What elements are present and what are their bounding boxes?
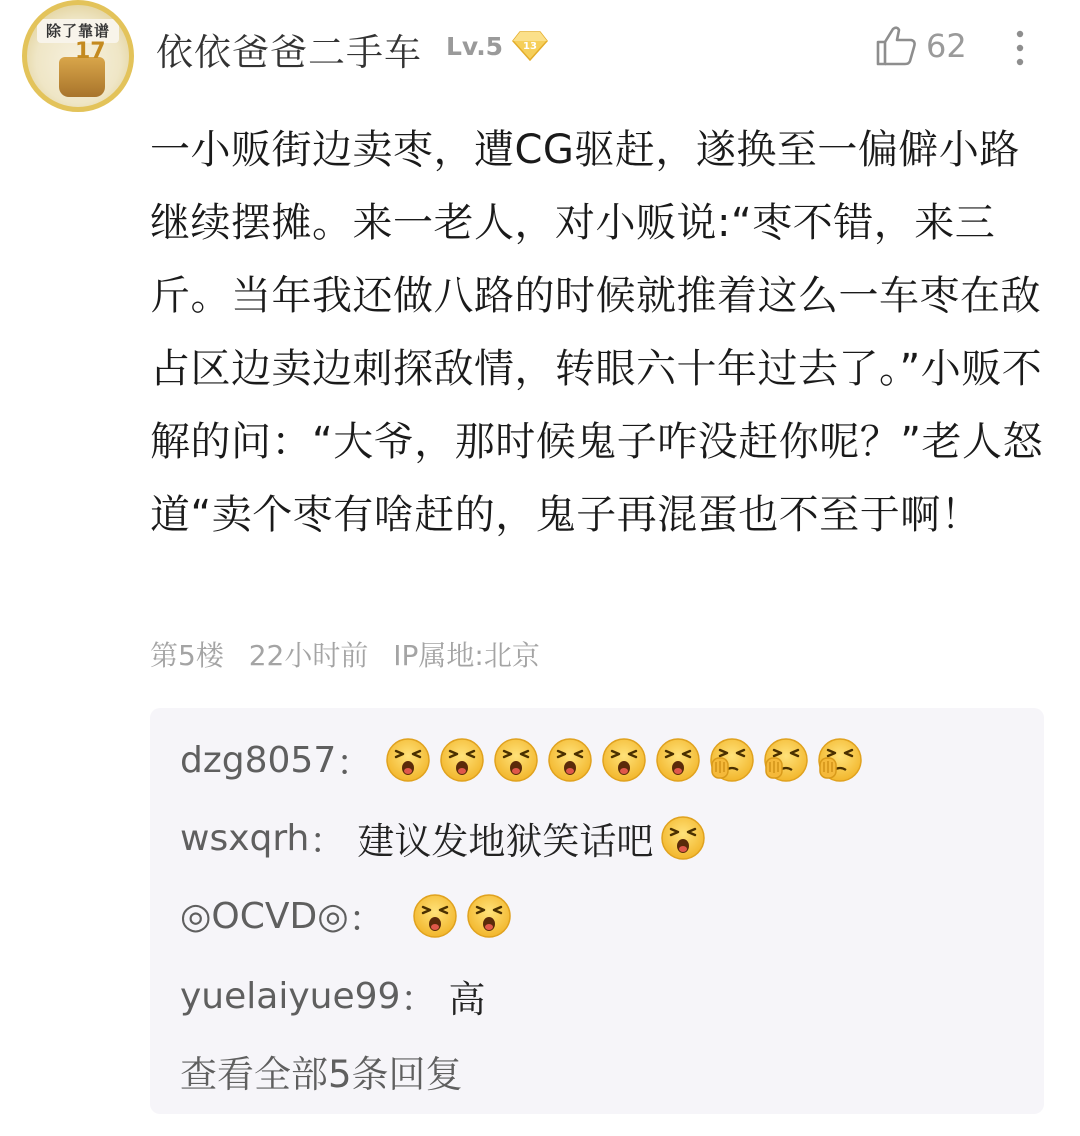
grin-squint-emoji: [438, 736, 486, 784]
reply-item[interactable]: [180, 808, 713, 868]
ip-location: IP属地:北京: [393, 639, 540, 672]
more-options-icon[interactable]: [1014, 28, 1026, 68]
grin-squint-emoji: [465, 892, 513, 940]
diamond-badge-icon: [512, 30, 548, 62]
view-all-replies-link[interactable]: 查看全部5条回复: [180, 1053, 463, 1096]
avatar-text: 除了靠谱: [37, 19, 119, 43]
reply-colon: ：: [348, 898, 385, 940]
reply-section[interactable]: [150, 708, 1044, 1114]
reply-username[interactable]: wsxqrh: [180, 817, 310, 859]
facepalm-emoji: [762, 736, 810, 784]
facepalm-emoji: [816, 736, 864, 784]
floor-number: 第5楼: [150, 639, 224, 672]
grin-squint-emoji: [384, 736, 432, 784]
username[interactable]: 依依爸爸二手车: [156, 31, 422, 74]
reply-item[interactable]: [180, 966, 485, 1026]
facepalm-emoji: [708, 736, 756, 784]
reply-colon: ：: [400, 978, 437, 1020]
svg-text:13: 13: [523, 41, 537, 52]
post-time: 22小时前: [248, 639, 369, 672]
grin-squint-emoji: [600, 736, 648, 784]
reply-colon: ：: [336, 742, 373, 784]
reply-text: 建议发地狱笑话吧: [357, 820, 654, 863]
grin-squint-emoji: [546, 736, 594, 784]
reply-username[interactable]: dzg8057: [180, 739, 337, 781]
level-badge: Lv.5: [446, 32, 504, 61]
grin-squint-emoji: [659, 814, 707, 862]
reply-username[interactable]: ◎OCVD◎: [180, 895, 349, 937]
comment-meta: [150, 634, 556, 674]
reply-username[interactable]: yuelaiyue99: [180, 975, 401, 1017]
reply-colon: ：: [309, 820, 346, 862]
avatar[interactable]: [22, 0, 134, 112]
like-count: 62: [926, 27, 967, 65]
reply-item[interactable]: [180, 730, 870, 790]
reply-item[interactable]: [180, 886, 519, 946]
grin-squint-emoji: [492, 736, 540, 784]
reply-text: 高: [448, 978, 486, 1021]
avatar-number: 17: [75, 39, 106, 64]
grin-squint-emoji: [411, 892, 459, 940]
comment-body: 一小贩街边卖枣，遭CG驱赶，遂换至一偏僻小路继续摆摊。来一老人，对小贩说:“枣不错，来三斤。当年我还做八路的时候就推着这么一车枣在敌占区边卖边刺探敌情，转眼六十年过去了。”小贩不解的问：“大爷，那时候鬼子咋没赶你呢？”老人怒道“卖个枣有啥赶的，鬼子再混蛋也不至于啊！: [150, 127, 1043, 538]
grin-squint-emoji: [654, 736, 702, 784]
thumbs-up-icon[interactable]: [874, 24, 918, 68]
